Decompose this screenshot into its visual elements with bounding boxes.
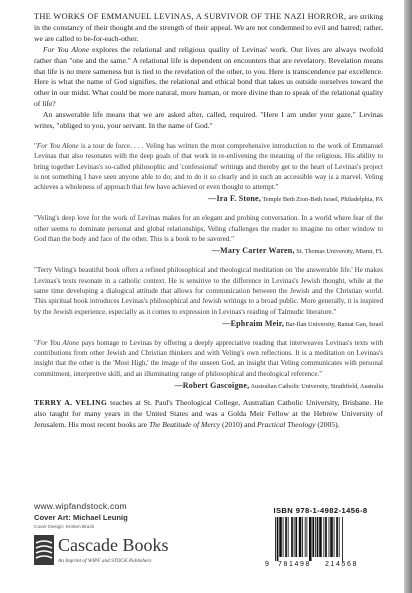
endorsement — [34, 213, 383, 257]
intro-p2-text: explores the relational and religious quality of Levinas' work. Our lives are always twofold rather than "one and the same." A relational life is dependent on encounters that are revelatory. Revelation means that life is no mere sameness but is tied to the revelation of the other, to you. Here is transcendence par excellence. Here is what the name of God signifies, the relational and ethical bond that takes us outside ourselves toward the other in our midst. What could be more natural, more human, or more divine than to speak of the relational quality of life? — [34, 44, 383, 109]
publisher-imprint: An Imprint of WIPF and STOCK Publishers — [58, 558, 152, 564]
author-bio: TERRY A. VELING teaches at St. Paul's Theological College, Australian Catholic University, Brisbane. He also taught for many years in the United States and was a Golda Meir Fellow at the Hebrew University of Jerusalem. His most recent books are The Beatitude of Mercy (2010) and Practical Theology (2005). — [34, 398, 383, 429]
intro-paragraph-1 — [34, 12, 383, 45]
cascade-books-icon — [34, 535, 54, 565]
author-name: TERRY A. VELING — [34, 398, 108, 408]
publisher-name: Cascade Books — [58, 535, 169, 555]
intro-lead-caps: THE WORKS OF EMMANUEL LEVINAS, A SURVIVOR OF THE NAZI HORROR, — [34, 12, 347, 21]
endorsement — [34, 338, 383, 392]
isbn-label: ISBN 978-1-4982-1456-8 — [273, 506, 368, 515]
isbn-barcode-block: ISBN 978-1-4982-1456-8 9 781498 214568 — [265, 506, 376, 572]
back-cover-text — [34, 12, 383, 431]
endorsement — [34, 265, 383, 329]
endorsement-attribution: —Ira F. Stone, Temple Beth Zion-Beth Israel, Philadelphia, PA — [208, 194, 383, 204]
publisher-url[interactable]: www.wipfandstock.com — [34, 501, 127, 511]
cover-design-credit: Cover Design: Kristen Brack — [34, 525, 95, 530]
intro-paragraph-3: An answerable life means that we are asked after, called, required. "Here I am under your gaze," Levinas writes, "obliged to you, your servant. In the name of God." — [34, 110, 383, 131]
endorsement — [34, 141, 383, 205]
endorsement-quote: "For You Alone is a tour de force. . . . Veling has written the most comprehensive introduction to the work of Emmanuel Levinas that also resonates with the deep goals of that work in re-enlivening the meaning of the religious. His ability to bring together Levinas's so-called philosophic and 'confessional' writings and thereby get to the heart of Levinas's project is not something I have seen anyone able to do; and to do it so clearly and in such an accessible way is a marvel. Veling achieves a wholeness of approach that few have achieved or even thought to attempt." — [34, 141, 383, 192]
barcode-icon — [269, 517, 372, 561]
endorsement-attribution: —Ephraim Meir, Bar-Ilan University, Ramat Gan, Israel — [222, 318, 383, 328]
intro-line-rest: are striking in the constancy of their thought and the strength of their appeal. We are not condemned to evil and hatred; rather, we are called to be-for-each-other. — [34, 12, 384, 43]
book-title-inline: For You Alone — [43, 44, 90, 54]
endorsement-quote: "Veling's deep love for the work of Levinas makes for an elegant and probing conversation. In a world where fear of the other seems to dominate personal and global relationships, Veling challenges the reader to imagine no other window to God than the body and face of the other. This is a book to be savored." — [34, 214, 383, 244]
endorsement-quote: "For You Alone pays homage to Levinas by offering a deeply appreciative reading that interweaves Levinas's texts with contributions from other Jewish and Christian thinkers and with Veling's own reflections. It is a meditation on Levinas's insight that the other is the 'Most High,' the image of the unseen God, an insight that Veling communicates with personal commitment, interpretive skill, and an illuminating range of philosophical and theological reference." — [34, 338, 383, 378]
endorsement-attribution: —Robert Gascoigne, Australian Catholic University, Strathfield, Australia — [174, 381, 383, 391]
endorsement-quote: "Terry Veling's beautiful book offers a refined philosophical and theological meditation on 'the answerable life.' He makes Levinas's texts resonate in a catholic context. He is sensitive to the difference in Levinas's Jewish thought, while at the same time developing a dialogical attitude that allows for communication between the Jewish and the Christian world. This spiritual book introduces Levinas's philosophical and Jewish writings to a broad public. More generally, it is inspired by the Jewish experience, especially as it comes to expression in Levinas's reading of Talmudic literature." — [34, 266, 383, 316]
publisher-logo — [34, 533, 184, 573]
cover-edge-shadow — [404, 0, 412, 593]
endorsement-attribution: —Mary Carter Waren, St. Thomas University, Miami, FL — [211, 246, 383, 256]
cover-art-credit: Cover Art: Michael Leunig — [34, 513, 128, 522]
intro-paragraph-2 — [34, 45, 383, 110]
